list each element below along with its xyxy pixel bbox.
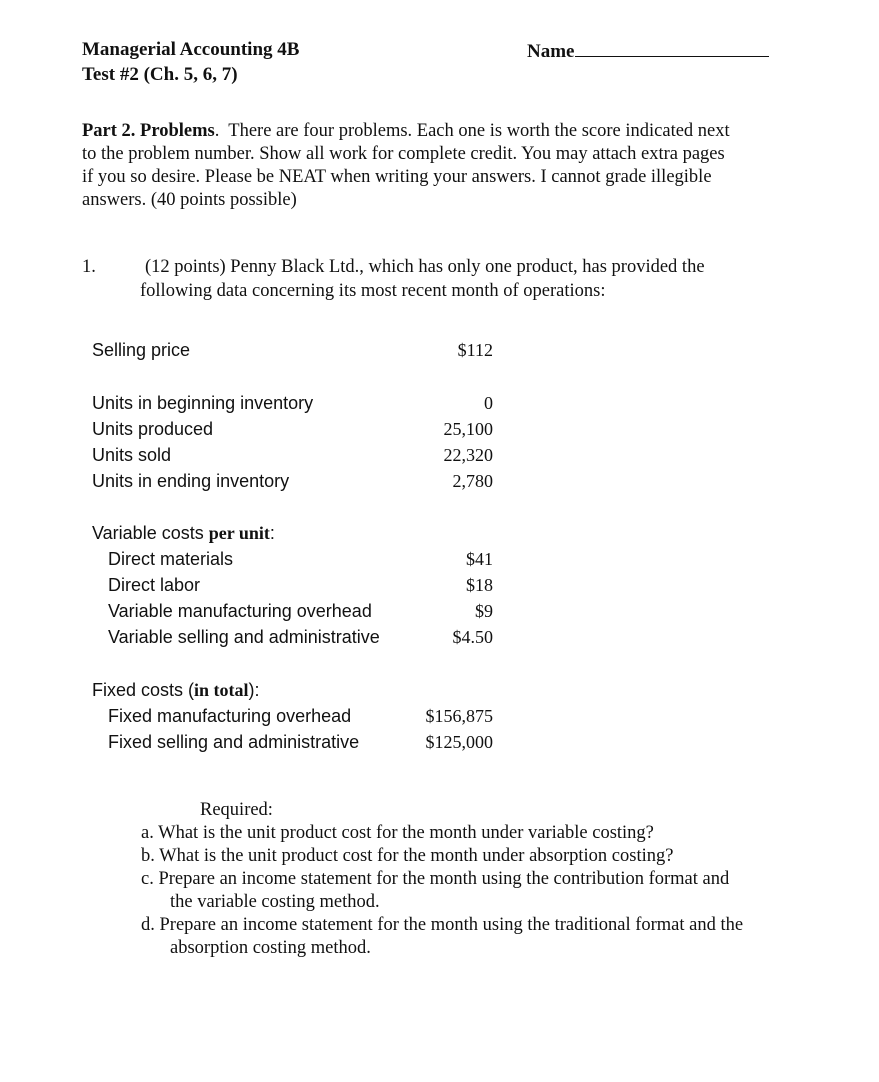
fixed-heading-suffix: ): (248, 680, 260, 700)
selling-price-value: $112 (457, 340, 493, 360)
units-row-value: 22,320 (443, 445, 493, 465)
variable-cost-value: $9 (475, 601, 493, 621)
name-blank-line (575, 38, 769, 57)
variable-heading-prefix: Variable costs (92, 523, 209, 543)
intro-line-1 (82, 120, 730, 143)
intro-line-2: to the problem number. Show all work for complete credit. You may attach extra pages (82, 144, 725, 164)
variable-cost-label: Direct materials (108, 549, 234, 569)
variable-cost-value: $18 (466, 575, 493, 595)
fixed-cost-label: Fixed manufacturing overhead (108, 706, 352, 726)
units-row-label: Units sold (92, 445, 172, 465)
part-heading: Part 2. Problems (82, 121, 215, 141)
name-label: Name (527, 41, 575, 62)
fixed-heading-prefix: Fixed costs ( (92, 680, 195, 700)
variable-cost-label: Variable manufacturing overhead (108, 601, 372, 621)
fixed-cost-value: $125,000 (425, 732, 493, 752)
selling-price-label: Selling price (92, 340, 191, 360)
intro-line-4: answers. (40 points possible) (82, 190, 297, 210)
fixed-cost-label: Fixed selling and administrative (108, 732, 360, 752)
variable-cost-label: Direct labor (108, 575, 201, 595)
required-item-d: d. Prepare an income statement for the month using the traditional format and the (141, 915, 744, 935)
problem-line-2: following data concerning its most recent month of operations: (140, 281, 606, 301)
variable-cost-label: Variable selling and administrative (108, 627, 380, 647)
variable-heading-emph: per unit (208, 523, 270, 543)
required-item-b: b. What is the unit product cost for the month under absorption costing? (141, 846, 674, 866)
fixed-cost-value: $156,875 (425, 706, 493, 726)
problem-number: 1. (82, 257, 96, 277)
intro-line-3: if you so desire. Please be NEAT when writing your answers. I cannot grade illegible (82, 167, 712, 187)
variable-cost-value: $41 (466, 549, 493, 569)
intro-text-1: There are four problems. Each one is worth the score indicated next (228, 121, 730, 141)
variable-heading-suffix: : (269, 523, 275, 543)
units-row-value: 2,780 (452, 471, 493, 491)
units-row-label: Units in ending inventory (92, 471, 290, 491)
test-title: Test #2 (Ch. 5, 6, 7) (82, 64, 238, 85)
required-item-a: a. What is the unit product cost for the month under variable costing? (141, 823, 654, 843)
name-field (527, 38, 769, 64)
fixed-costs-heading (92, 677, 260, 703)
part-heading-punct: . (214, 121, 220, 141)
required-item-c: c. Prepare an income statement for the month using the contribution format and (141, 869, 730, 889)
units-row-label: Units produced (92, 419, 214, 439)
course-title: Managerial Accounting 4B (82, 39, 300, 60)
fixed-heading-emph: in total (194, 680, 249, 700)
units-row-label: Units in beginning inventory (92, 393, 314, 413)
required-item-c-cont: the variable costing method. (170, 892, 380, 912)
units-row-value: 0 (484, 393, 493, 413)
variable-costs-heading (92, 520, 275, 546)
problem-line-1: (12 points) Penny Black Ltd., which has only one product, has provided the (145, 257, 705, 277)
variable-cost-value: $4.50 (452, 627, 493, 647)
units-row-value: 25,100 (443, 419, 493, 439)
required-title: Required: (200, 800, 273, 820)
required-item-d-cont: absorption costing method. (170, 938, 371, 958)
